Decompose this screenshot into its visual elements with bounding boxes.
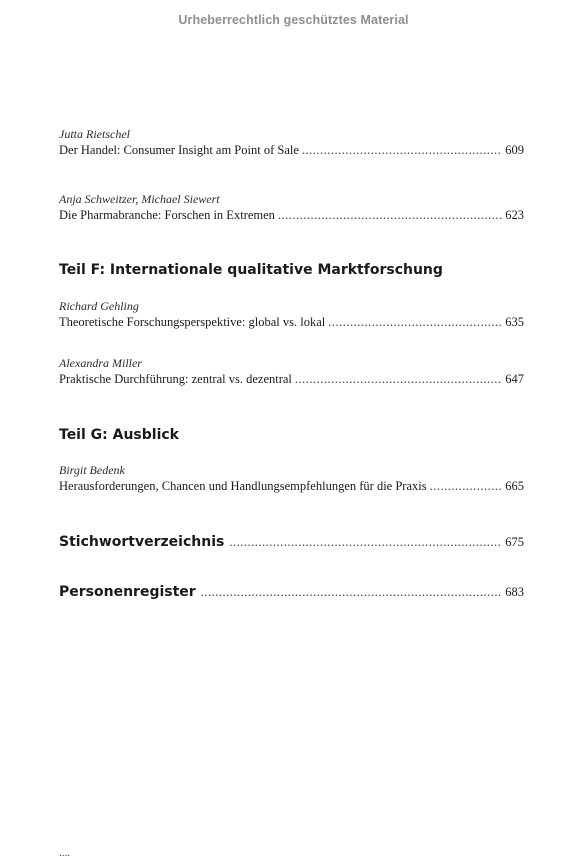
dot-leader xyxy=(278,207,502,224)
toc-entry-page: 623 xyxy=(505,208,524,222)
toc-entry-line xyxy=(59,142,524,159)
toc-entry-author: Alexandra Miller xyxy=(59,356,142,370)
toc-entry-page: 609 xyxy=(505,143,524,157)
toc-entry-page: 665 xyxy=(505,479,524,493)
toc-entry-line xyxy=(59,478,524,495)
dot-leader xyxy=(229,535,502,550)
toc-index-entry-personenregister[interactable] xyxy=(59,584,524,600)
dot-leader xyxy=(295,371,502,388)
toc-entry-title: Praktische Durchführung: zentral vs. dezentral xyxy=(59,372,292,386)
toc-entry[interactable] xyxy=(59,126,524,159)
toc-index-entry-stichwortverzeichnis[interactable] xyxy=(59,534,524,550)
toc-entry-author: Anja Schweitzer, Michael Siewert xyxy=(59,192,220,206)
toc-index-title: Personenregister xyxy=(59,584,196,600)
toc-entry-author: Jutta Rietschel xyxy=(59,127,130,141)
copyright-watermark: Urheberrechtlich geschütztes Material xyxy=(178,13,409,27)
toc-index-page: 683 xyxy=(505,585,524,599)
section-heading-teil-f: Teil F: Internationale qualitative Marktforschung xyxy=(59,262,443,278)
toc-index-title: Stichwortverzeichnis xyxy=(59,534,225,550)
toc-entry-title: Der Handel: Consumer Insight am Point of Sale xyxy=(59,143,299,157)
toc-entry-author: Richard Gehling xyxy=(59,299,139,313)
toc-index-page: 675 xyxy=(505,535,524,549)
toc-entry-title: Die Pharmabranche: Forschen in Extremen xyxy=(59,208,275,222)
toc-entry[interactable] xyxy=(59,298,524,331)
toc-entry-page: 635 xyxy=(505,315,524,329)
toc-entry[interactable] xyxy=(59,462,524,495)
dot-leader xyxy=(302,142,502,159)
toc-entry-author: Birgit Bedenk xyxy=(59,463,125,477)
toc-entry-line xyxy=(59,314,524,331)
dot-leader xyxy=(201,585,503,600)
section-heading-teil-g: Teil G: Ausblick xyxy=(59,427,179,443)
toc-entry[interactable] xyxy=(59,355,524,388)
toc-entry-page: 647 xyxy=(505,372,524,386)
toc-entry[interactable] xyxy=(59,191,524,224)
toc-entry-line xyxy=(59,207,524,224)
dot-leader xyxy=(430,478,503,495)
page-footer-mark: .... xyxy=(59,847,70,859)
toc-entry-title: Theoretische Forschungsperspektive: global vs. lokal xyxy=(59,315,326,329)
toc-entry-line xyxy=(59,371,524,388)
toc-entry-title: Herausforderungen, Chancen und Handlungsempfehlungen für die Praxis xyxy=(59,479,427,493)
dot-leader xyxy=(328,314,502,331)
